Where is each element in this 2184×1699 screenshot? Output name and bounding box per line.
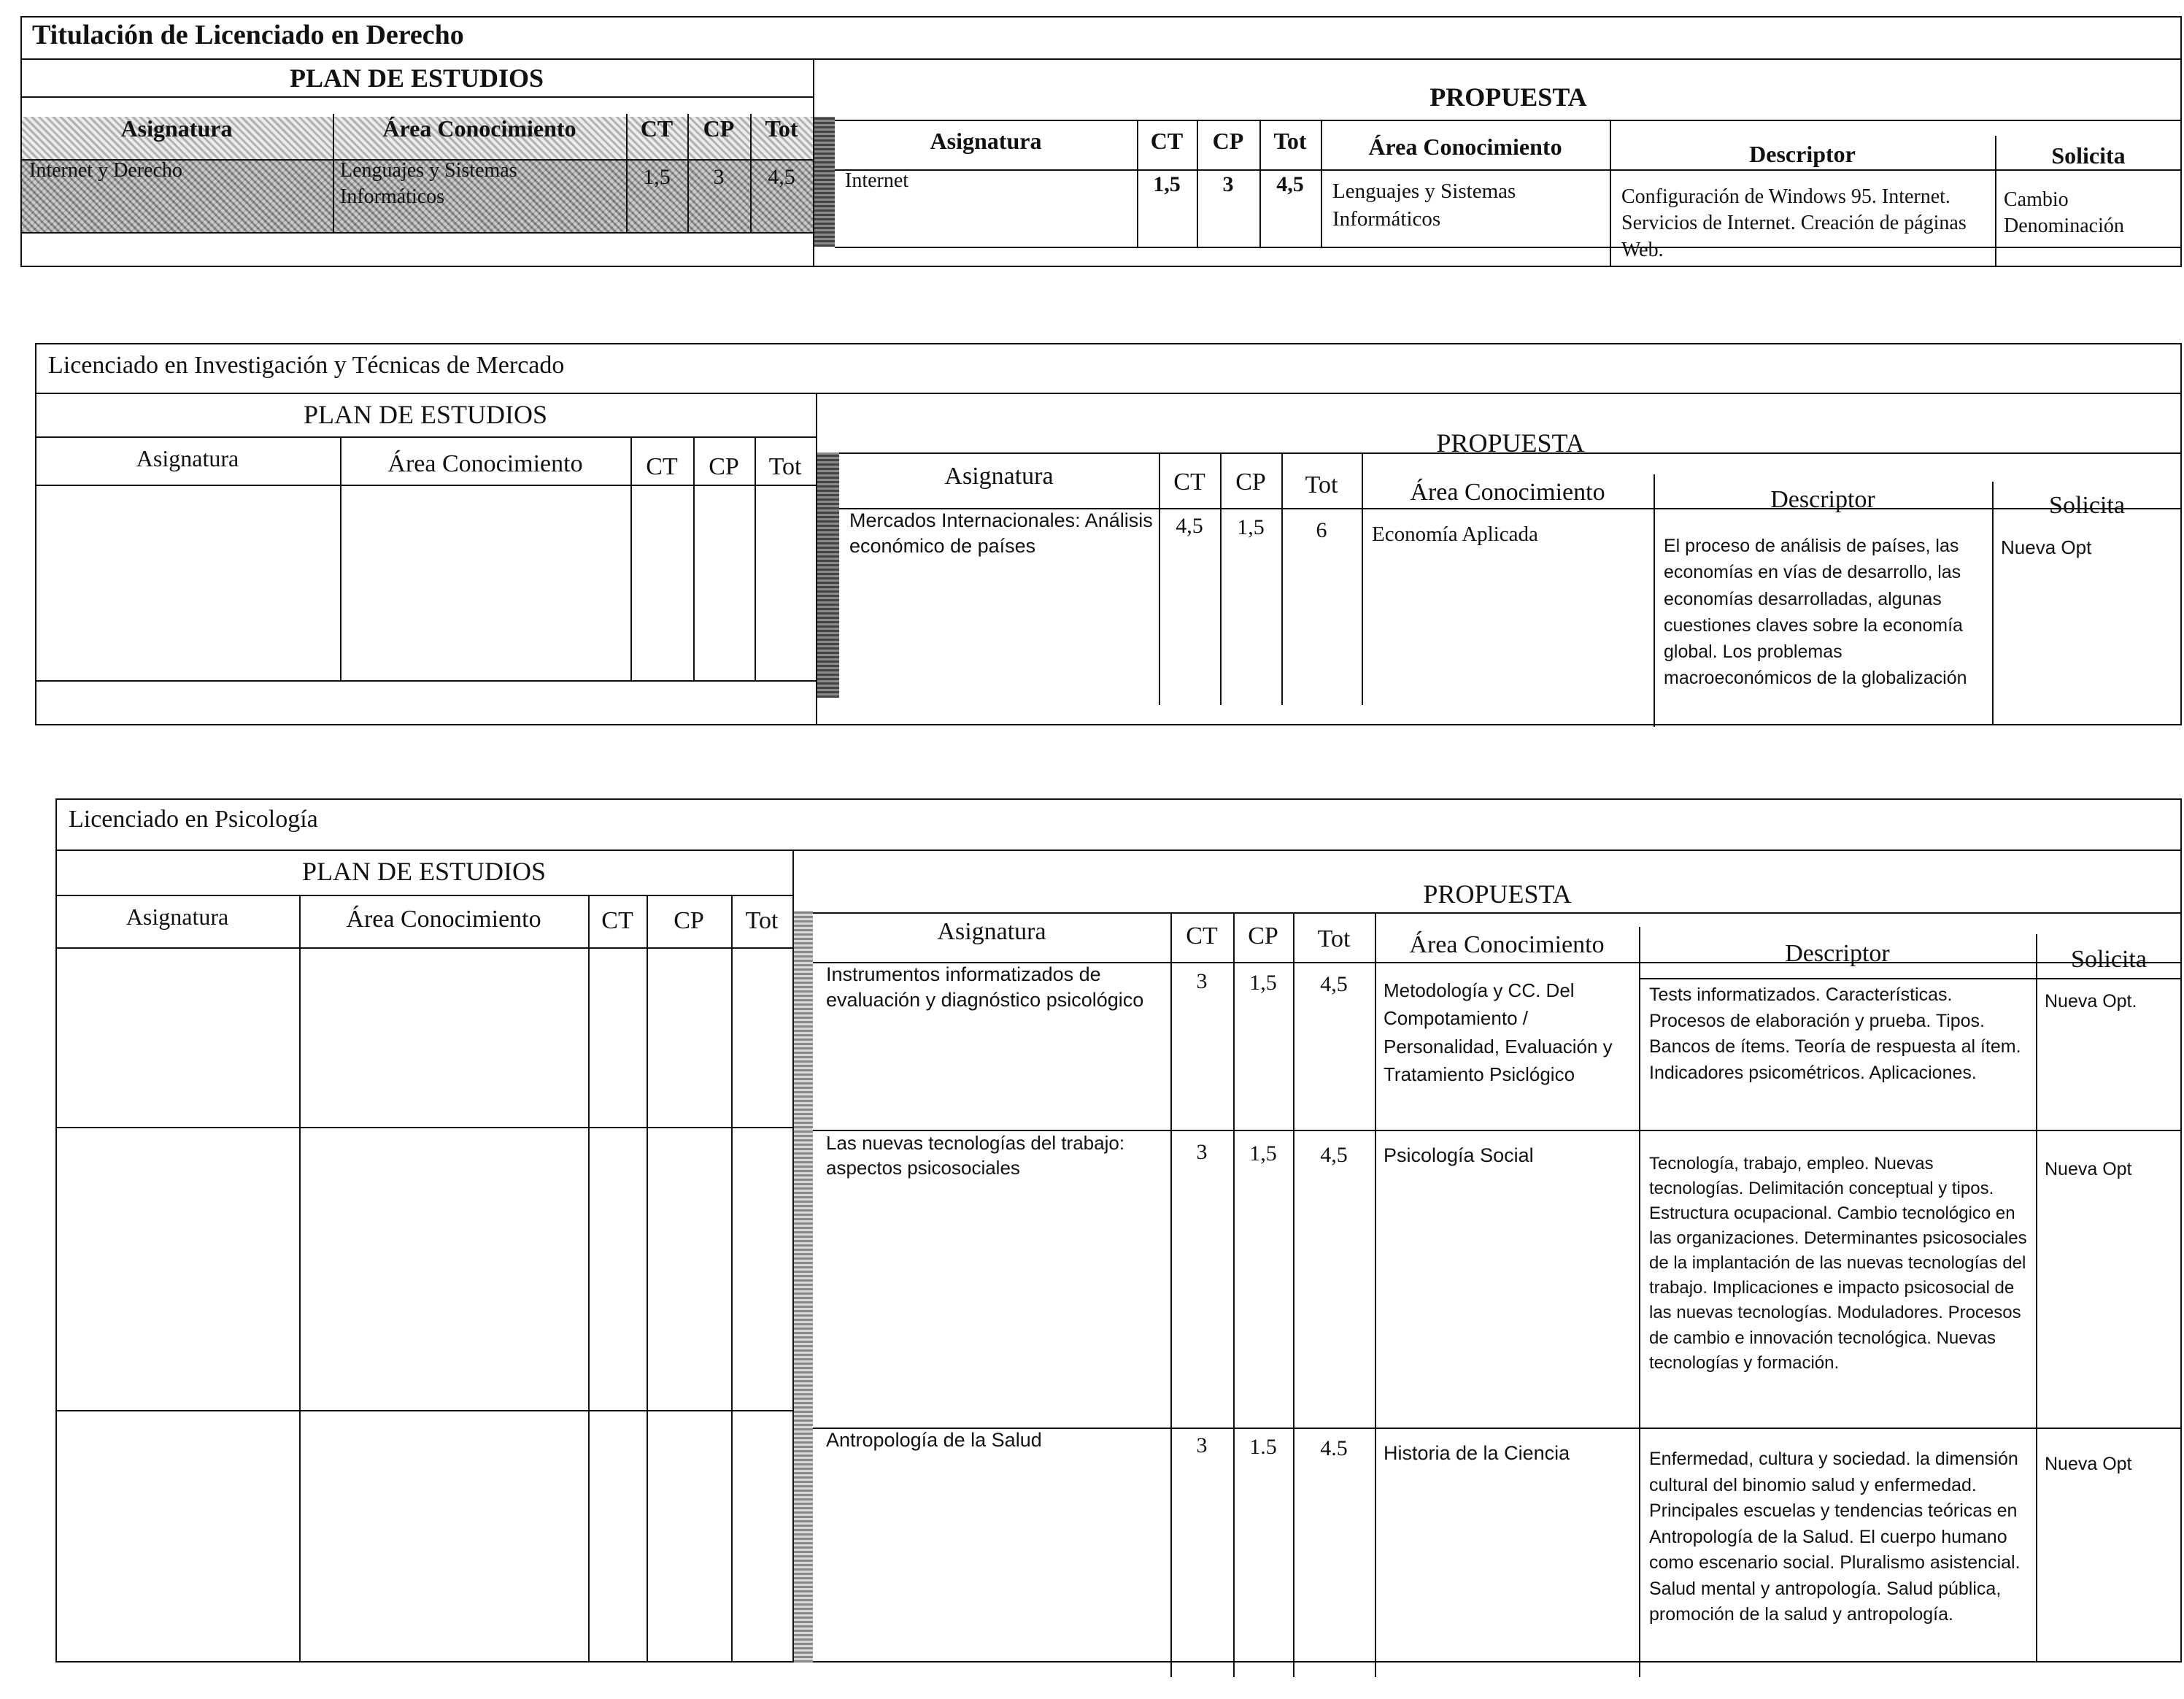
prop-cell-tot: 4,5 bbox=[1320, 972, 1348, 996]
prop-cell-area: Lenguajes y Sistemas Informáticos bbox=[1332, 180, 1516, 231]
prop-cell-cp: 1,5 bbox=[1249, 1141, 1277, 1166]
prop-header-cp: CP bbox=[1248, 922, 1278, 949]
plan-header-ct: CT bbox=[640, 115, 674, 142]
plan-header-asignatura: Asignatura bbox=[126, 903, 229, 930]
plan-header-asignatura: Asignatura bbox=[136, 444, 239, 471]
prop-header-descriptor: Descriptor bbox=[1770, 486, 1875, 513]
plan-label: PLAN DE ESTUDIOS bbox=[301, 857, 546, 886]
prop-header-ct: CT bbox=[1173, 469, 1205, 496]
prop-cell-descriptor: Tecnología, trabajo, empleo. Nuevas tecnologías. Delimitación conceptual y tipos. Estructura ocupacional. Cambio tecnológico en las organizaciones. Determinantes psicosociales de la implantación de las nuevas tecnologías del trabajo. Implicaciones e impacto psicosocial de las nuevas tecnologías. Moduladores. Procesos de cambio e innovación tecnológica. Nuevas tecnologías y formación. bbox=[1649, 1154, 2027, 1373]
plan-header-tot: Tot bbox=[745, 907, 779, 934]
plan-header-cp: CP bbox=[674, 907, 704, 934]
prop-header-descriptor: Descriptor bbox=[1749, 140, 1856, 167]
plan-header-area: Área Conocimiento bbox=[346, 906, 541, 933]
prop-cell-ct: 3 bbox=[1196, 1140, 1208, 1164]
prop-cell-asignatura: Mercados Internacionales: Análisis económico de países bbox=[849, 509, 1153, 558]
prop-header-tot: Tot bbox=[1317, 925, 1351, 952]
plan-header-area: Área Conocimiento bbox=[387, 450, 583, 477]
prop-cell-ct: 3 bbox=[1196, 969, 1208, 993]
prop-cell-solicita: Nueva Opt. bbox=[2045, 991, 2137, 1012]
prop-cell-descriptor: Configuración de Windows 95. Internet. Servicios de Internet. Creación de páginas Web. bbox=[1621, 185, 1967, 261]
plan-header-tot: Tot bbox=[765, 115, 798, 142]
plan-header-ct: CT bbox=[646, 453, 678, 480]
prop-cell-solicita: Cambio Denominación bbox=[2004, 188, 2124, 238]
prop-cell-asignatura: Las nuevas tecnologías del trabajo: aspectos psicosociales bbox=[826, 1132, 1125, 1179]
prop-cell-area: Historia de la Ciencia bbox=[1384, 1442, 1570, 1464]
prop-header-solicita: Solicita bbox=[2051, 142, 2126, 169]
prop-cell-area: Psicología Social bbox=[1384, 1144, 1534, 1166]
plan-cell-asignatura: Internet y Derecho bbox=[29, 159, 182, 182]
prop-header-cp: CP bbox=[1235, 469, 1266, 496]
prop-cell-cp: 1.5 bbox=[1249, 1435, 1277, 1459]
prop-header-solicita: Solicita bbox=[2071, 946, 2147, 973]
plan-cell-cp: 3 bbox=[713, 165, 725, 189]
prop-cell-ct: 4,5 bbox=[1176, 514, 1203, 538]
prop-header-asignatura: Asignatura bbox=[937, 918, 1046, 945]
prop-header-asignatura: Asignatura bbox=[930, 127, 1042, 154]
section-title: Titulación de Licenciado en Derecho bbox=[32, 20, 464, 50]
prop-header-tot: Tot bbox=[1273, 127, 1307, 154]
separator-strip bbox=[814, 117, 835, 247]
propuesta-label: PROPUESTA bbox=[1423, 879, 1572, 909]
prop-cell-tot: 6 bbox=[1316, 518, 1327, 542]
prop-cell-descriptor: Tests informatizados. Características. Procesos de elaboración y prueba. Tipos. Bancos de ítems. Teoría de respuesta al ítem. Indicadores psicométricos. Aplicaciones. bbox=[1649, 985, 2021, 1083]
plan-header-ct: CT bbox=[601, 907, 633, 934]
prop-cell-ct: 3 bbox=[1196, 1433, 1208, 1457]
prop-cell-solicita: Nueva Opt bbox=[2001, 536, 2092, 558]
prop-header-ct: CT bbox=[1150, 127, 1184, 154]
prop-header-cp: CP bbox=[1212, 127, 1244, 154]
prop-cell-solicita: Nueva Opt bbox=[2045, 1159, 2132, 1179]
plan-label: PLAN DE ESTUDIOS bbox=[289, 63, 544, 93]
plan-header-area: Área Conocimiento bbox=[382, 115, 576, 142]
prop-cell-solicita: Nueva Opt bbox=[2045, 1454, 2132, 1474]
propuesta-label: PROPUESTA bbox=[1436, 428, 1585, 458]
section-title: Licenciado en Investigación y Técnicas de Mercado bbox=[48, 352, 565, 379]
prop-header-area: Área Conocimiento bbox=[1410, 479, 1605, 506]
plan-cell-ct: 1,5 bbox=[643, 165, 671, 189]
prop-header-asignatura: Asignatura bbox=[944, 463, 1054, 490]
prop-cell-tot: 4.5 bbox=[1320, 1436, 1348, 1460]
plan-header-tot: Tot bbox=[768, 453, 802, 480]
plan-cell-area: Lenguajes y Sistemas Informáticos bbox=[340, 159, 517, 209]
prop-header-descriptor: Descriptor bbox=[1785, 940, 1890, 967]
plan-cell-tot: 4,5 bbox=[768, 165, 795, 189]
prop-cell-cp: 1,5 bbox=[1237, 515, 1265, 539]
prop-cell-tot: 4,5 bbox=[1320, 1143, 1348, 1167]
section-title: Licenciado en Psicología bbox=[69, 806, 318, 833]
prop-header-area: Área Conocimiento bbox=[1409, 931, 1605, 958]
prop-header-solicita: Solicita bbox=[2049, 492, 2125, 519]
prop-cell-tot: 4,5 bbox=[1276, 172, 1304, 196]
prop-header-ct: CT bbox=[1186, 922, 1218, 949]
plan-header-asignatura: Asignatura bbox=[120, 115, 233, 142]
prop-cell-area: Economía Aplicada bbox=[1372, 523, 1538, 546]
prop-header-area: Área Conocimiento bbox=[1368, 133, 1562, 160]
prop-cell-ct: 1,5 bbox=[1153, 172, 1181, 196]
prop-cell-cp: 1,5 bbox=[1249, 971, 1277, 995]
separator-strip bbox=[794, 911, 813, 1663]
prop-cell-asignatura: Antropología de la Salud bbox=[826, 1429, 1042, 1451]
plan-header-cp: CP bbox=[703, 115, 735, 142]
separator-strip bbox=[817, 452, 839, 698]
prop-cell-cp: 3 bbox=[1222, 172, 1234, 196]
prop-cell-asignatura: Instrumentos informatizados de evaluación y diagnóstico psicológico bbox=[826, 963, 1144, 1012]
plan-header-cp: CP bbox=[709, 453, 739, 480]
plan-label: PLAN DE ESTUDIOS bbox=[303, 400, 547, 429]
prop-header-tot: Tot bbox=[1305, 471, 1338, 498]
prop-cell-descriptor: El proceso de análisis de países, las economías en vías de desarrollo, las economías desarrolladas, algunas cuestiones claves sobre la economía global. Los problemas macroeconómicos de la globalización bbox=[1664, 536, 1967, 689]
prop-cell-area: Metodología y CC. Del Compotamiento / Personalidad, Evaluación y Tratamiento Psiclógico bbox=[1384, 979, 1613, 1086]
propuesta-label: PROPUESTA bbox=[1429, 82, 1587, 112]
prop-cell-asignatura: Internet bbox=[845, 169, 909, 192]
prop-cell-descriptor: Enfermedad, cultura y sociedad. la dimensión cultural del binomio salud y enfermedad. Principales escuelas y tendencias teóricas en Antropología de la Salud. El cuerpo humano como escenario social. Pluralismo asistencial. Salud mental y antropología. Salud pública, promoción de la salud y antropología. bbox=[1649, 1449, 2021, 1625]
